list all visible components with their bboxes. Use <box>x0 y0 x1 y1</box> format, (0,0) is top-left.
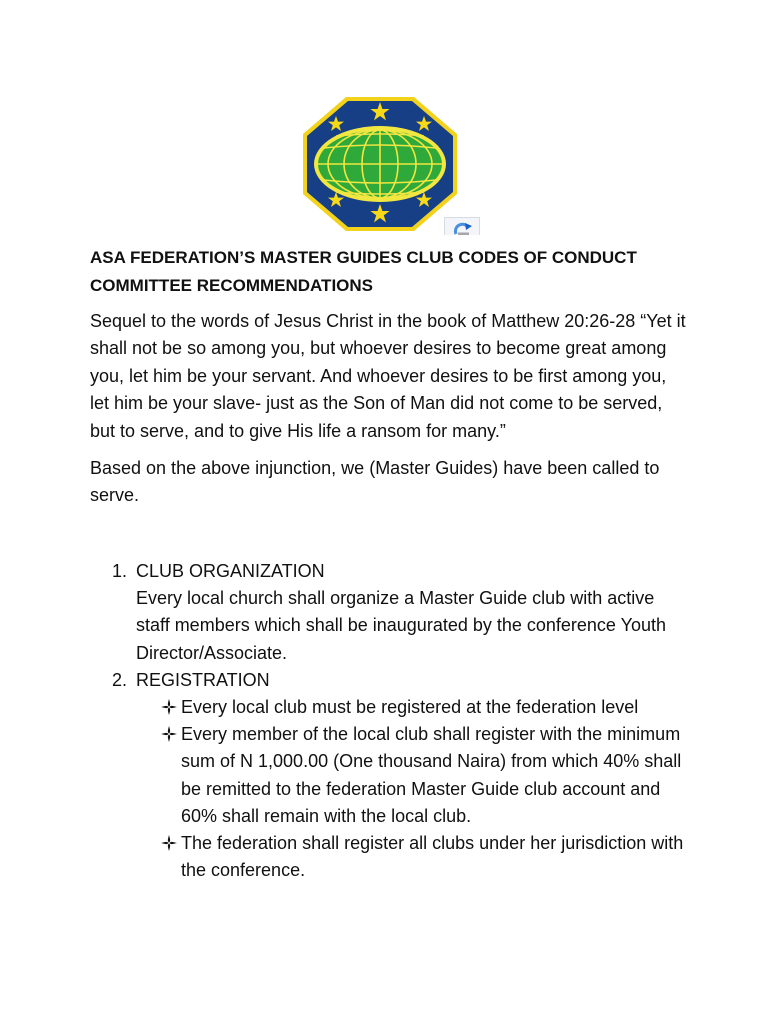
bullet-text: Every member of the local club shall register with the minimum sum of N 1,000.00 (One thousand Naira) from which 40% shall be remitted to the federation Master Guide club account and 60% shall remain with the local club. <box>181 724 682 826</box>
bullet-list <box>136 694 690 884</box>
section-body: Every local church shall organize a Master Guide club with active staff members which shall be inaugurated by the conference Youth Director/Associate. <box>136 588 667 663</box>
recaptcha-icon <box>445 218 480 235</box>
list-item-number: 1. <box>112 561 128 581</box>
document-title: ASA FEDERATION’S MASTER GUIDES CLUB CODES OF CONDUCT COMMITTEE RECOMMENDATIONS <box>90 248 637 295</box>
list-item-number: 2. <box>112 669 128 690</box>
recommendations-list <box>90 558 690 884</box>
section-heading: REGISTRATION <box>136 669 270 690</box>
bullet-item <box>136 830 690 884</box>
intro-paragraph: Sequel to the words of Jesus Christ in the book of Matthew 20:26-28 “Yet it shall not be so among you, but whoever desires to become great among you, let him be your servant. And whoever desires to be first among you, let him be your slave- just as the Son of Man did not come to be served, but to serve, and to give His life a ransom for many.” <box>90 311 686 441</box>
recaptcha-badge[interactable] <box>444 217 480 235</box>
diamond-bullet-icon <box>160 698 178 716</box>
injunction-paragraph: Based on the above injunction, we (Master Guides) have been called to serve. <box>90 458 660 506</box>
bullet-item <box>136 694 690 721</box>
bullet-item <box>136 721 690 830</box>
bullet-text: The federation shall register all clubs under her jurisdiction with the conference. <box>181 833 684 881</box>
section-heading: CLUB ORGANIZATION <box>136 561 325 581</box>
bullet-text: Every local club must be registered at the federation level <box>181 697 639 718</box>
list-item <box>90 558 690 667</box>
master-guides-logo <box>302 96 458 232</box>
diamond-bullet-icon <box>160 725 178 743</box>
diamond-bullet-icon <box>160 834 178 852</box>
list-item <box>90 667 690 885</box>
